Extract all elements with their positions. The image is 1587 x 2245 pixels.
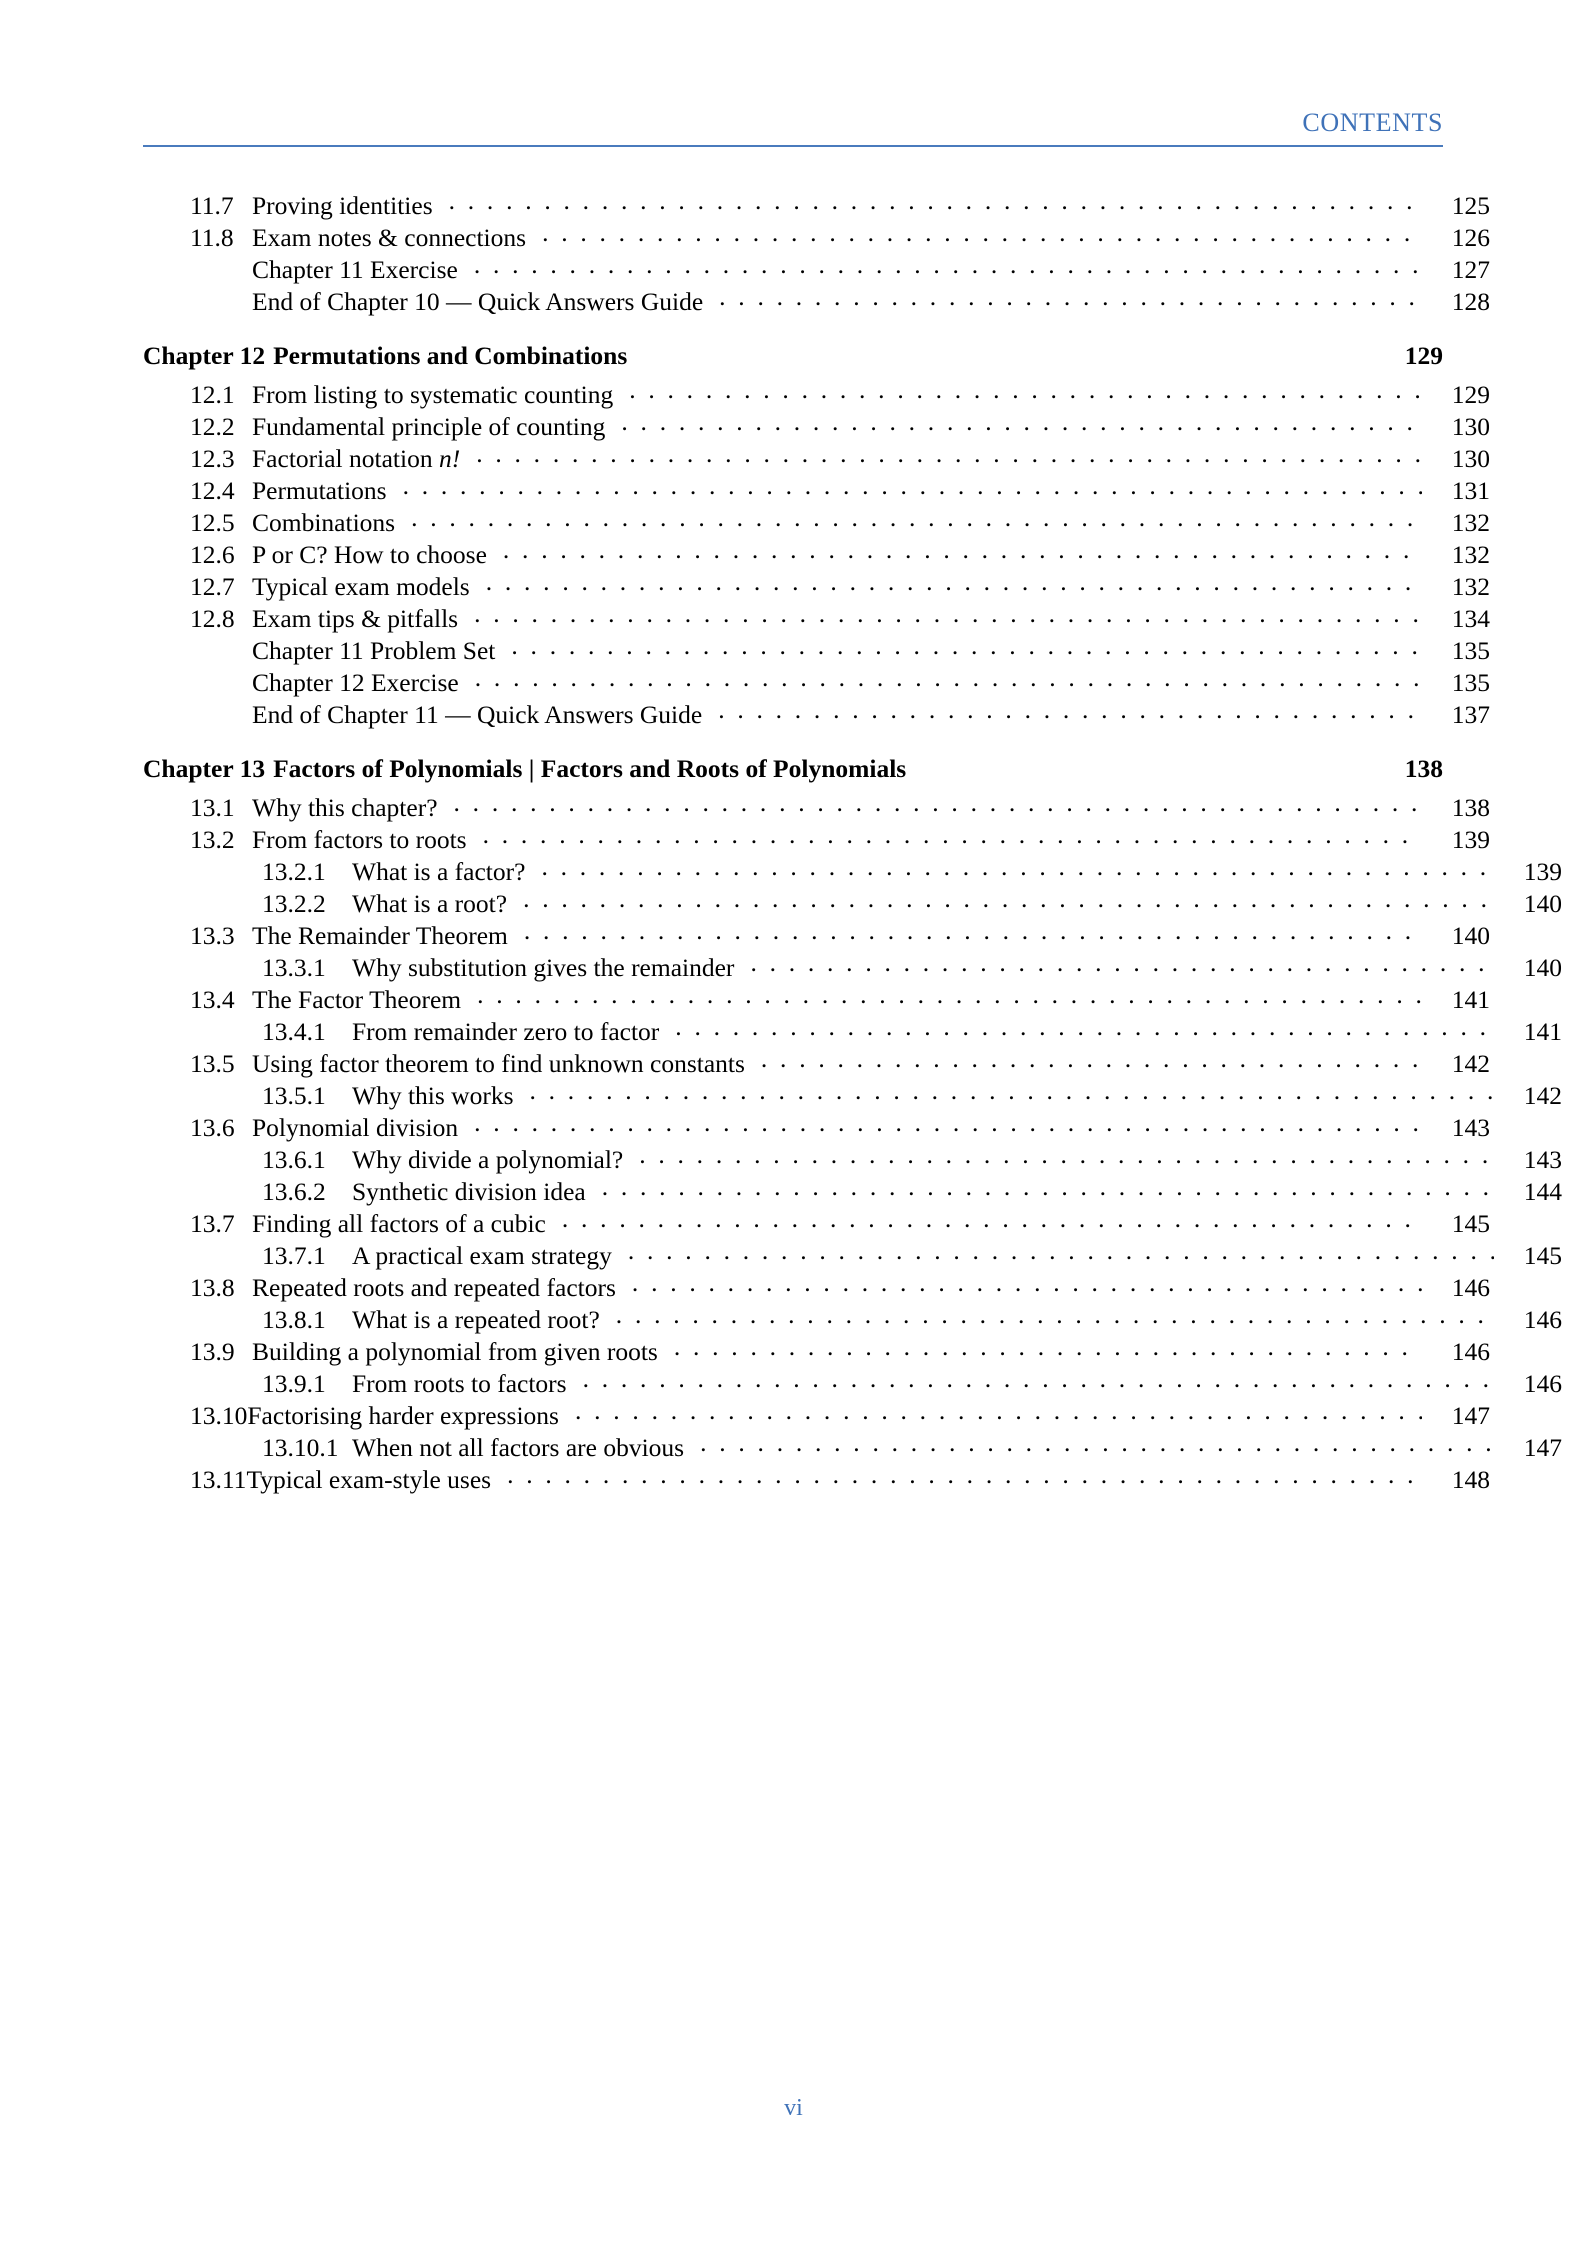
toc-entry-row[interactable] [143,1430,1562,1462]
toc-entry-number: 13.3 [190,920,235,950]
leader-dots [524,918,1422,944]
toc-entry-page-number: 142 [1523,1080,1562,1110]
toc-entry-number: 12.7 [190,571,235,601]
toc-entry-row[interactable] [143,1078,1562,1110]
toc-entry-title: Typical exam-style uses [246,1464,492,1494]
toc-entry-page-number: 146 [1451,1336,1490,1366]
toc-entry-row[interactable] [143,1366,1562,1398]
toc-entry-row[interactable] [143,409,1490,441]
toc-chapter-row[interactable] [143,751,1443,783]
toc-entry-number: 12.8 [190,603,235,633]
toc-entry-row[interactable] [143,569,1490,601]
toc-entry-number: 13.7.1 [262,1240,326,1270]
toc-entry-page-number: 130 [1451,411,1490,441]
leader-dots [639,1142,1494,1168]
leader-dots [474,601,1422,627]
toc-entry-number: 12.6 [190,539,235,569]
toc-entry-page-number: 130 [1451,443,1490,473]
toc-entry-number: 13.2 [190,824,235,854]
page-title: CONTENTS [1302,108,1443,137]
toc-entry-row[interactable] [143,473,1490,505]
toc-entry-page-number: 134 [1451,603,1490,633]
leader-dots [632,1270,1422,1296]
toc-entry-page-number: 140 [1523,888,1562,918]
toc-entry-page-number: 144 [1523,1176,1562,1206]
toc-entry-number: 13.10.1 [262,1432,339,1462]
toc-entry-row[interactable] [143,1046,1490,1078]
toc-entry-title: What is a root? [352,888,508,918]
toc-entry-number: 13.11 [190,1464,247,1494]
toc-entry-page-number: 142 [1451,1048,1490,1078]
toc-entry-number: 13.6 [190,1112,235,1142]
toc-entry-page-number: 127 [1451,254,1490,284]
toc-entry-title: Chapter 12 Exercise [252,667,459,697]
leader-dots [750,950,1494,976]
leader-dots [628,1238,1494,1264]
toc-entry-page-number: 132 [1451,571,1490,601]
leader-dots [629,377,1422,403]
toc-entry-row[interactable] [143,790,1490,822]
toc-entry-row[interactable] [143,537,1490,569]
toc-entry-title: Why substitution gives the remainder [352,952,735,982]
toc-entry-number: 13.5 [190,1048,235,1078]
toc-entry-number: 13.10 [190,1400,248,1430]
toc-entry-row[interactable] [143,697,1490,729]
toc-entry-number: 12.5 [190,507,235,537]
leader-dots [507,1462,1422,1488]
toc-entry-title: From factors to roots [252,824,467,854]
toc-entry-page-number: 145 [1523,1240,1562,1270]
toc-entry-title: Polynomial division [252,1112,459,1142]
toc-entry-page-number: 148 [1451,1464,1490,1494]
toc-entry-title: Factorising harder expressions [247,1400,559,1430]
toc-entry-title: Fundamental principle of counting [252,411,606,441]
toc-entry-page-number: 131 [1451,475,1490,505]
toc-entry-number: 13.3.1 [262,952,326,982]
toc-entry-row[interactable] [143,1302,1562,1334]
toc-entry-page-number: 143 [1523,1144,1562,1174]
leader-dots [583,1366,1494,1392]
toc-entry-title: From remainder zero to factor [352,1016,660,1046]
toc-entry-row[interactable] [143,665,1490,697]
toc-entry-title: Synthetic division idea [352,1176,586,1206]
toc-entry-number: 13.9.1 [262,1368,326,1398]
leader-dots [477,982,1422,1008]
toc-entry-title: Repeated roots and repeated factors [252,1272,616,1302]
toc-entry-title: From roots to factors [352,1368,567,1398]
toc-entry-page-number: 140 [1523,952,1562,982]
toc-entry-title: Exam notes & connections [252,222,527,252]
running-header [143,110,1443,147]
toc-entry-title [252,443,470,475]
leader-dots [674,1334,1422,1360]
leader-dots [616,1302,1494,1328]
toc-entry-page-number: 141 [1451,984,1490,1014]
leader-dots [633,338,1375,364]
toc-entry-row[interactable] [143,854,1562,886]
leader-dots [503,537,1422,563]
toc-entry-row[interactable] [143,601,1490,633]
leader-dots [523,886,1494,912]
leader-dots [562,1206,1422,1232]
leader-dots [476,441,1422,467]
toc-entry-title: Why divide a polynomial? [352,1144,624,1174]
toc-entry-title: Chapter 11 Exercise [252,254,458,284]
toc-entry-page-number: 132 [1451,539,1490,569]
toc-entry-number: Chapter 12 [143,340,266,370]
leader-dots [511,633,1422,659]
toc-entry-title: Why this works [352,1080,514,1110]
toc-entry-number: 13.2.2 [262,888,326,918]
leader-dots [575,1398,1422,1424]
toc-entry-number: 11.7 [190,190,234,220]
toc-entry-row[interactable] [143,1206,1490,1238]
leader-dots [675,1014,1494,1040]
toc-entry-number: 13.8.1 [262,1304,326,1334]
toc-entry-page-number: 126 [1451,222,1490,252]
toc-entry-page-number: 135 [1451,635,1490,665]
toc-entry-row[interactable] [143,1270,1490,1302]
toc-entry-row[interactable] [143,1014,1562,1046]
toc-entry-number: 13.4.1 [262,1016,326,1046]
toc-entry-page-number: 140 [1451,920,1490,950]
toc-entry-number: 13.6.1 [262,1144,326,1174]
toc-entry-title: Combinations [252,507,396,537]
leader-dots [761,1046,1422,1072]
leader-dots [912,751,1375,777]
leader-dots [403,473,1422,499]
toc-entry-title: End of Chapter 10 — Quick Answers Guide [252,286,704,316]
toc-entry-title: Exam tips & pitfalls [252,603,459,633]
toc-entry-page-number: 135 [1451,667,1490,697]
leader-dots [486,569,1422,595]
toc-entry-title: Finding all factors of a cubic [252,1208,546,1238]
toc-entry-title: Why this chapter? [252,792,438,822]
toc-entry-number: 13.1 [190,792,235,822]
toc-entry-title: From listing to systematic counting [252,379,614,409]
toc-entry-row[interactable] [143,1110,1490,1142]
toc-entry-number: 11.8 [190,222,234,252]
leader-dots [530,1078,1495,1104]
toc-entry-page-number: 143 [1451,1112,1490,1142]
toc-entry-row[interactable] [143,950,1562,982]
leader-dots [411,505,1422,531]
toc-entry-row[interactable] [143,1462,1490,1494]
toc-entry-page-number: 128 [1451,286,1490,316]
toc-entry-number: 12.3 [190,443,235,473]
toc-entry-row[interactable] [143,1142,1562,1174]
toc-entry-title: Building a polynomial from given roots [252,1336,658,1366]
leader-dots [474,252,1422,278]
toc-entry-title: Permutations [252,475,387,505]
leader-dots [719,284,1422,310]
toc-entry-page-number: 129 [1451,379,1490,409]
toc-entry-row[interactable] [143,918,1490,950]
leader-dots [541,854,1494,880]
toc-entry-title: Factors of Polynomials | Factors and Roots of Polynomials [273,753,907,783]
toc-entry-title: The Factor Theorem [252,984,462,1014]
folio-number: vi [784,2095,803,2121]
toc-entry-title: A practical exam strategy [352,1240,612,1270]
toc-entry-title: Typical exam models [252,571,470,601]
toc-entry-row[interactable] [143,284,1490,316]
toc-entry-page-number: 145 [1451,1208,1490,1238]
toc-entry-title: Proving identities [252,190,433,220]
toc-entry-title: Chapter 11 Problem Set [252,635,496,665]
toc-entry-page-number: 125 [1451,190,1490,220]
toc-entry-row[interactable] [143,1174,1562,1206]
toc-entry-row[interactable] [143,822,1490,854]
toc-entry-page-number: 137 [1451,699,1490,729]
toc-entry-row[interactable] [143,188,1490,220]
leader-dots [474,1110,1422,1136]
toc-entry-row[interactable] [143,377,1490,409]
toc-entry-row[interactable] [143,441,1490,473]
toc-entry-row[interactable] [143,1398,1490,1430]
toc-entry-number: 13.6.2 [262,1176,326,1206]
math-factorial-notation: n! [438,443,461,473]
toc-entry-title: P or C? How to choose [252,539,487,569]
toc-entry-row[interactable] [143,886,1562,918]
leader-dots [454,790,1422,816]
toc-entry-number: 13.5.1 [262,1080,326,1110]
toc-entry-title: End of Chapter 11 — Quick Answers Guide [252,699,703,729]
toc-entry-title-text: Factorial notation [252,443,439,473]
leader-dots [483,822,1422,848]
leader-dots [718,697,1422,723]
toc-entry-page-number: 146 [1451,1272,1490,1302]
toc-entry-number: 13.8 [190,1272,235,1302]
toc-entry-row[interactable] [143,252,1490,284]
toc-entry-title: The Remainder Theorem [252,920,508,950]
toc-entry-number: 13.4 [190,984,235,1014]
toc-entry-page-number: 129 [1404,340,1443,370]
toc-entry-number: 12.1 [190,379,235,409]
toc-entry-number: 12.4 [190,475,235,505]
toc-entry-title: What is a repeated root? [352,1304,600,1334]
toc-entry-title: When not all factors are obvious [352,1432,685,1462]
toc-entry-row[interactable] [143,982,1490,1014]
toc-entry-number: 12.2 [190,411,235,441]
toc-entry-title: Using factor theorem to find unknown constants [252,1048,745,1078]
leader-dots [542,220,1422,246]
toc-entry-page-number: 139 [1451,824,1490,854]
toc-entry-row[interactable] [143,1334,1490,1366]
toc-entry-number: Chapter 13 [143,753,266,783]
toc-entry-page-number: 147 [1451,1400,1490,1430]
leader-dots [602,1174,1494,1200]
toc-entry-page-number: 141 [1523,1016,1562,1046]
toc-entry-row[interactable] [143,633,1490,665]
table-of-contents [143,188,1562,1494]
leader-dots [700,1430,1494,1456]
toc-entry-page-number: 138 [1404,753,1443,783]
leader-dots [621,409,1422,435]
toc-entry-title: What is a factor? [352,856,526,886]
toc-entry-row[interactable] [143,220,1490,252]
toc-entry-number: 13.2.1 [262,856,326,886]
toc-entry-page-number: 132 [1451,507,1490,537]
toc-entry-row[interactable] [143,505,1490,537]
page-footer [0,2095,1587,2122]
toc-entry-page-number: 146 [1523,1304,1562,1334]
toc-entry-page-number: 146 [1523,1368,1562,1398]
toc-entry-page-number: 139 [1523,856,1562,886]
toc-entry-title: Permutations and Combinations [273,340,628,370]
toc-entry-page-number: 138 [1451,792,1490,822]
header-rule [143,145,1443,147]
toc-chapter-row[interactable] [143,338,1443,370]
toc-entry-number: 13.9 [190,1336,235,1366]
toc-entry-page-number: 147 [1523,1432,1562,1462]
leader-dots [449,188,1422,214]
toc-entry-row[interactable] [143,1238,1562,1270]
toc-entry-number: 13.7 [190,1208,235,1238]
leader-dots [475,665,1422,691]
